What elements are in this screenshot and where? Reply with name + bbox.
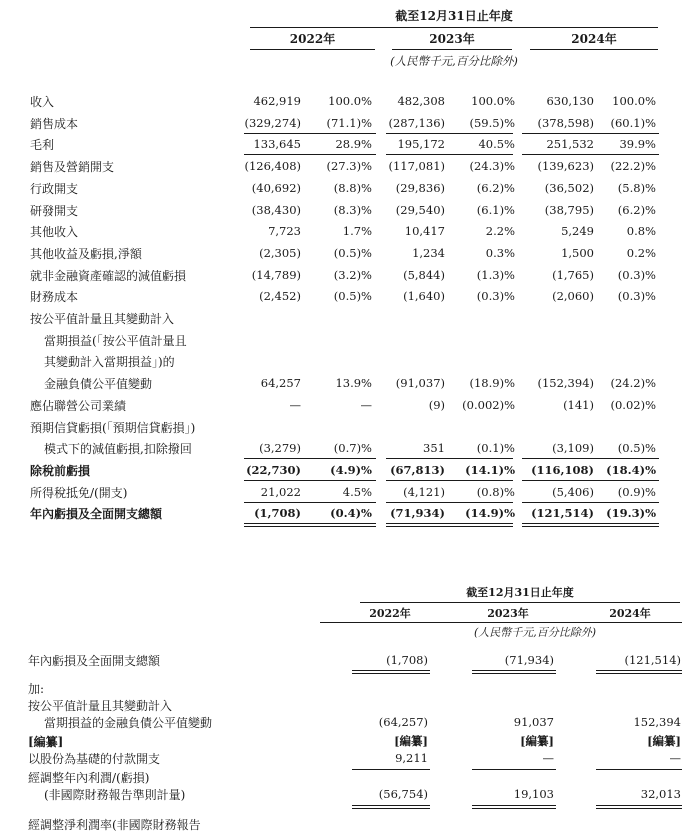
t1-cell: 4.5% xyxy=(342,484,372,499)
t1-cell: (141) xyxy=(563,397,594,412)
t1-cell: — xyxy=(289,397,301,412)
t1-cell: (0.7)% xyxy=(333,441,372,456)
t1-total-rule xyxy=(522,502,659,503)
t1-row-label: 預期信貸虧損(「預期信貸虧損」) xyxy=(30,420,196,435)
t2-subtotal-rule xyxy=(596,769,682,770)
t1-row-label: 除稅前虧損 xyxy=(30,463,91,478)
t1-cell: (139,623) xyxy=(537,159,594,174)
t1-row-label: 應佔聯營公司業績 xyxy=(30,398,127,413)
t1-year-2024: 2024年 xyxy=(571,32,617,46)
t1-double-rule xyxy=(522,523,659,527)
t1-cell: (6.2)% xyxy=(617,202,656,217)
t2-row-label: (非國際財務報告準則計量) xyxy=(44,787,186,802)
t1-cell: 7,723 xyxy=(268,224,301,239)
t1-double-rule xyxy=(244,523,376,527)
t1-cell: (71,934) xyxy=(390,506,445,521)
t1-cell: (24.3)% xyxy=(469,159,515,174)
t1-subtotal-rule xyxy=(386,458,513,459)
t2-double-rule xyxy=(352,670,430,674)
t2-cell: (71,934) xyxy=(504,653,554,667)
t1-cell: 100.0% xyxy=(612,94,656,108)
t2-cell: 152,394 xyxy=(633,714,681,729)
t1-cell: (67,813) xyxy=(390,462,445,477)
t1-cell: 21,022 xyxy=(260,484,301,499)
t1-cell: (1.3)% xyxy=(476,267,515,282)
t1-row-label: 所得稅抵免/(開支) xyxy=(30,485,128,500)
t1-cell: (6.2)% xyxy=(476,180,515,195)
t1-cell: (2,305) xyxy=(259,245,301,260)
t1-subtotal-rule xyxy=(386,480,513,481)
t1-cell: 630,130 xyxy=(546,94,594,108)
t1-cell: 64,257 xyxy=(260,376,301,391)
t1-cell: (4.9)% xyxy=(330,462,372,477)
t1-cell: (1,640) xyxy=(403,289,445,304)
t2-row-label: 按公平值計量且其變動計入 xyxy=(28,699,173,713)
t1-subtotal-rule xyxy=(522,458,659,459)
t2-total-rule xyxy=(472,805,556,809)
t2-double-rule xyxy=(596,670,682,674)
t1-cell: 13.9% xyxy=(335,376,372,391)
t2-row-label: 加: xyxy=(28,682,45,696)
t1-cell: 39.9% xyxy=(619,137,656,152)
t2-year-2023: 2023年 xyxy=(487,607,529,620)
t1-subtotal-rule xyxy=(522,480,659,481)
t2-cell: 19,103 xyxy=(513,786,554,801)
t1-cell: (5,406) xyxy=(552,484,594,499)
t1-row-label: 金融負債公平值變動 xyxy=(44,377,153,392)
t1-total-rule xyxy=(244,502,376,503)
t1-cell: (29,540) xyxy=(395,202,445,217)
t2-cell: [編纂] xyxy=(520,734,554,748)
t2-period-header: 截至12月31日止年度 xyxy=(466,586,574,599)
t1-cell: 482,308 xyxy=(397,94,445,108)
t1-cell: (329,274) xyxy=(244,115,301,130)
t2-year-2024: 2024年 xyxy=(609,607,651,620)
t1-cell: (287,136) xyxy=(388,115,445,130)
t2-row-label: 年內虧損及全面開支總額 xyxy=(28,654,161,668)
t2-row-label: 經調整年內利潤/(虧損) xyxy=(28,771,150,785)
t1-cell: 40.5% xyxy=(478,137,515,152)
t1-cell: (2,060) xyxy=(552,289,594,304)
t1-cell: (378,598) xyxy=(537,115,594,130)
t1-subtotal-rule xyxy=(244,458,376,459)
t1-cell: (0.3)% xyxy=(617,267,656,282)
t1-subtotal-rule xyxy=(386,154,513,155)
t1-cell: (0.8)% xyxy=(476,484,515,499)
t2-cell: (1,708) xyxy=(386,653,428,667)
t1-row-label: 年內虧損及全面開支總額 xyxy=(30,507,163,522)
t1-cell: (0.002)% xyxy=(462,397,515,412)
t1-cell: (117,081) xyxy=(388,159,445,174)
t2-row-label: 當期損益的金融負債公平值變動 xyxy=(44,715,213,730)
t1-cell: (91,037) xyxy=(395,376,445,391)
t1-cell: 5,249 xyxy=(561,224,594,239)
t1-period-header: 截至12月31日止年度 xyxy=(395,9,513,23)
t1-cell: (59.5)% xyxy=(469,115,515,130)
t2-cell: 9,211 xyxy=(395,751,428,765)
t2-double-rule xyxy=(472,670,556,674)
t1-cell: (0.3)% xyxy=(476,289,515,304)
t1-cell: (24.2)% xyxy=(610,376,656,391)
t1-cell: (0.5)% xyxy=(617,441,656,456)
t2-cell: — xyxy=(669,751,681,765)
t1-total-rule xyxy=(386,502,513,503)
t1-row-label: 行政開支 xyxy=(30,181,79,196)
t1-double-rule xyxy=(386,523,513,527)
t1-year-rule-2022 xyxy=(250,49,375,50)
t1-cell: (3,279) xyxy=(259,441,301,456)
t1-unit-note: (人民幣千元,百分比除外) xyxy=(390,54,518,68)
t1-year-rule-2023 xyxy=(392,49,512,50)
t1-cell: 100.0% xyxy=(471,94,515,108)
t1-cell: 0.2% xyxy=(626,245,656,260)
t1-row-label: 按公平值計量且其變動計入 xyxy=(30,312,175,326)
t1-cell: 251,532 xyxy=(546,137,594,152)
t1-subtotal-rule xyxy=(244,133,376,134)
t1-cell: (0.5)% xyxy=(333,245,372,260)
t1-cell: (38,430) xyxy=(251,202,301,217)
t1-row-label: 其他收益及虧損,淨額 xyxy=(30,246,142,261)
t1-cell: (14.9)% xyxy=(465,506,515,521)
t2-subtotal-rule xyxy=(472,769,556,770)
t2-header-rule xyxy=(360,602,680,603)
t1-row-label: 其他收入 xyxy=(30,225,79,240)
t1-cell: (18.4)% xyxy=(606,462,656,477)
t1-cell: 0.3% xyxy=(485,245,515,260)
t1-row-label: 其變動計入當期損益」)的 xyxy=(44,355,175,370)
t1-row-label: 財務成本 xyxy=(30,290,79,305)
t1-row-label: 銷售及營銷開支 xyxy=(30,160,115,175)
t1-cell: (8.8)% xyxy=(333,180,372,195)
t1-cell: (3.2)% xyxy=(333,267,372,282)
t1-cell: 195,172 xyxy=(397,137,445,152)
t1-cell: (5,844) xyxy=(403,267,445,282)
t1-cell: (126,408) xyxy=(244,159,301,174)
t1-cell: (27.3)% xyxy=(326,159,372,174)
t1-cell: 1,500 xyxy=(561,245,594,260)
t2-cell: (64,257) xyxy=(378,714,428,729)
t2-cell: (121,514) xyxy=(624,653,681,667)
t1-cell: (152,394) xyxy=(537,376,594,391)
t2-cell: (56,754) xyxy=(378,786,428,801)
t1-cell: (9) xyxy=(428,397,445,412)
t1-cell: (14.1)% xyxy=(465,462,515,477)
t1-cell: 28.9% xyxy=(335,137,372,152)
t1-cell: (0.4)% xyxy=(330,506,372,521)
t1-cell: (0.1)% xyxy=(476,441,515,456)
t1-cell: — xyxy=(360,397,372,412)
t1-cell: (4,121) xyxy=(403,484,445,499)
t1-cell: 133,645 xyxy=(253,137,301,152)
t1-year-2023: 2023年 xyxy=(429,32,475,46)
t1-cell: (29,836) xyxy=(395,180,445,195)
t1-row-label: 就非金融資產確認的減值虧損 xyxy=(30,268,187,283)
t2-row-label: 以股份為基礎的付款開支 xyxy=(28,752,161,766)
t1-year-2022: 2022年 xyxy=(289,32,336,46)
t1-subtotal-rule xyxy=(522,133,659,134)
t1-cell: (0.9)% xyxy=(617,484,656,499)
t2-cell: 32,013 xyxy=(640,786,681,801)
t1-cell: 1.7% xyxy=(342,224,372,239)
t2-year-2022: 2022年 xyxy=(369,607,411,620)
t1-cell: (5.8)% xyxy=(617,180,656,195)
t1-cell: (19.3)% xyxy=(606,506,656,521)
t2-cell: — xyxy=(542,751,554,765)
t2-subtotal-rule xyxy=(352,769,430,770)
t2-cell: [編纂] xyxy=(394,734,428,748)
t1-cell: 1,234 xyxy=(412,245,445,260)
t1-subtotal-rule xyxy=(522,154,659,155)
t1-cell: (22,730) xyxy=(246,462,301,477)
t1-subtotal-rule xyxy=(244,154,376,155)
t1-cell: (0.3)% xyxy=(617,289,656,304)
t1-cell: (3,109) xyxy=(552,441,594,456)
t1-cell: 351 xyxy=(423,441,445,456)
t1-cell: (8.3)% xyxy=(333,202,372,217)
t1-row-label: 銷售成本 xyxy=(30,116,79,131)
t1-row-label: 毛利 xyxy=(30,138,55,153)
t1-cell: (71.1)% xyxy=(326,115,372,130)
t1-cell: (1,765) xyxy=(552,267,594,282)
t1-cell: (6.1)% xyxy=(476,202,515,217)
t1-cell: (0.5)% xyxy=(333,289,372,304)
t2-year-rule xyxy=(320,622,682,623)
t1-cell: (2,452) xyxy=(259,289,301,304)
t1-row-label: 研發開支 xyxy=(30,203,79,218)
t1-header-rule xyxy=(250,27,658,28)
t2-cell: 91,037 xyxy=(513,714,554,729)
t1-cell: (36,502) xyxy=(544,180,594,195)
t1-row-label: 模式下的減值虧損,扣除撥回 xyxy=(44,442,192,457)
t2-row-label: [編纂] xyxy=(28,735,64,749)
t2-row-label: 經調整淨利潤率(非國際財務報告 xyxy=(28,818,201,832)
t1-cell: (14,789) xyxy=(251,267,301,282)
t1-cell: (0.02)% xyxy=(610,397,656,412)
t1-cell: (1,708) xyxy=(254,506,301,521)
t1-cell: 462,919 xyxy=(253,94,301,108)
t2-total-rule xyxy=(596,805,682,809)
t1-cell: (121,514) xyxy=(531,506,594,521)
t1-cell: 2.2% xyxy=(485,224,515,239)
t1-cell: (40,692) xyxy=(251,180,301,195)
t1-cell: (22.2)% xyxy=(610,159,656,174)
t1-cell: 0.8% xyxy=(626,224,656,239)
t1-subtotal-rule xyxy=(244,480,376,481)
t1-row-label: 收入 xyxy=(30,95,55,109)
t1-cell: (38,795) xyxy=(544,202,594,217)
t1-cell: (60.1)% xyxy=(610,115,656,130)
t1-cell: 100.0% xyxy=(328,94,372,108)
t2-cell: [編纂] xyxy=(647,734,681,748)
t2-total-rule xyxy=(352,805,430,809)
t1-subtotal-rule xyxy=(386,133,513,134)
t1-row-label: 當期損益(「按公平值計量且 xyxy=(44,333,187,348)
t1-cell: (18.9)% xyxy=(469,376,515,391)
t1-year-rule-2024 xyxy=(530,49,658,50)
t1-cell: (116,108) xyxy=(531,462,594,477)
t2-unit-note: (人民幣千元,百分比除外) xyxy=(473,626,597,639)
t1-cell: 10,417 xyxy=(404,224,445,239)
